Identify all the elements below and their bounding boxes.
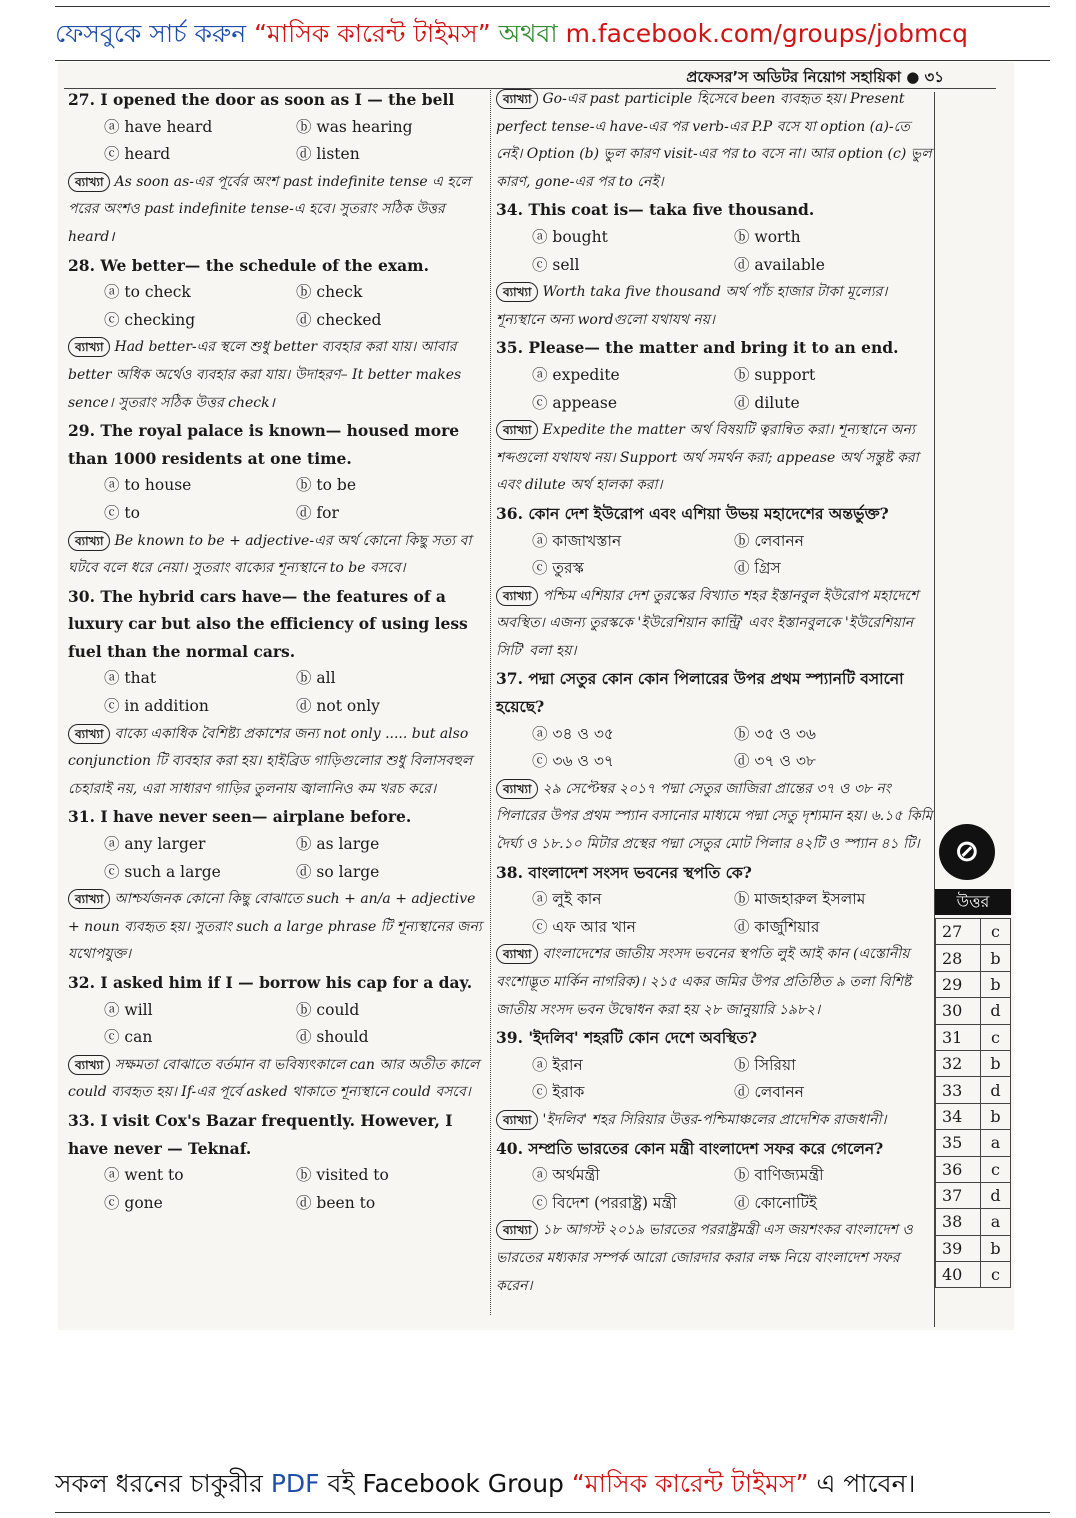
answer-row <box>936 1209 1011 1235</box>
option: ⓒ এফ আর খান <box>532 917 636 936</box>
column-divider <box>490 90 491 1315</box>
answer-key-heading: উত্তর <box>935 889 1011 915</box>
option: ⓒ in addition <box>104 697 209 716</box>
explanation <box>496 1107 936 1135</box>
explanation <box>68 721 488 804</box>
question-text: 29. The royal palace is known— housed more than 1000 residents at one time. <box>68 421 460 468</box>
answer-row <box>936 971 1011 997</box>
page-header: প্রফেসর’স অডিটর নিয়োগ সহায়িকা ● ৩১ <box>686 68 944 86</box>
answer-letter: d <box>981 1182 1011 1208</box>
explanation <box>68 334 488 417</box>
option: ⓑ support <box>734 365 816 384</box>
explanation-text: পশ্চিম এশিয়ার দেশ তুরস্কের বিখ্যাত শহর ইস্তানবুল ইউরোপ মহাদেশে অবস্থিত। এজন্য তুরস্ককে 'ইউরেশিয়ান কান্ট্রি' এবং ইস্তানবুলকে 'ইউরেশিয়ান সিটি' বলা হয়। <box>496 587 919 659</box>
footer-rule <box>55 1512 1050 1513</box>
option: ⓑ check <box>296 283 363 302</box>
answer-letter: c <box>981 1156 1011 1182</box>
explanation-tag: ব্যাখ্যা <box>496 89 538 109</box>
explanation-text: আশ্চর্যজনক কোনো কিছু বোঝাতে such + an/a + adjective + noun ব্যবহৃত হয়। সুতরাং such a large phrase টি শূন্যস্থানের জন্য যথোপযুক্ত। <box>68 891 482 963</box>
option: ⓐ any larger <box>104 835 206 854</box>
explanation <box>496 417 936 500</box>
answer-row <box>936 1024 1011 1050</box>
option: ⓐ to check <box>104 283 191 302</box>
explanation-tag: ব্যাখ্যা <box>496 420 538 440</box>
option: ⓐ ৩৪ ও ৩৫ <box>532 724 614 743</box>
option: ⓑ ৩৫ ও ৩৬ <box>734 724 816 743</box>
answer-number: 33 <box>936 1077 981 1103</box>
options-grid <box>496 528 936 583</box>
options-grid <box>68 665 488 720</box>
option: ⓒ heard <box>104 145 171 164</box>
option: ⓓ for <box>296 503 339 522</box>
answer-number: 30 <box>936 998 981 1024</box>
question-text: 39. 'ইদলিব' শহরটি কোন দেশে অবস্থিত? <box>496 1028 758 1048</box>
option: ⓒ gone <box>104 1193 163 1212</box>
banner-search-text: ফেসবুকে সার্চ করুন <box>55 19 247 48</box>
options-grid <box>68 831 488 886</box>
answer-row <box>936 1262 1011 1288</box>
question-block <box>496 665 936 858</box>
answer-number: 37 <box>936 1182 981 1208</box>
explanation-tag: ব্যাখ্যা <box>496 944 538 964</box>
options-grid <box>68 279 488 334</box>
options-grid <box>496 224 936 279</box>
answer-letter: b <box>981 945 1011 971</box>
options-grid <box>496 1052 936 1107</box>
answer-row <box>936 945 1011 971</box>
option: ⓐ অর্থমন্ত্রী <box>532 1166 600 1185</box>
option: ⓓ কার্জুশিয়ার <box>734 917 820 936</box>
top-banner <box>55 14 1045 57</box>
explanation-text: বাক্যে একাধিক বৈশিষ্ট্য প্রকাশের জন্য not only ..... but also conjunction টি ব্যবহার করা হয়। হাইব্রিড গাড়িগুলোর শুধু বিলাসবহুল চেহারাই নয়, এরা সাধারণ গাড়ির তুলনায় জ্বালানিও কম খরচ করে। <box>68 725 473 797</box>
explanation-tag: ব্যাখ্যা <box>68 724 110 744</box>
answer-letter: c <box>981 1024 1011 1050</box>
explanation <box>496 279 936 334</box>
option: ⓐ that <box>104 669 157 688</box>
explanation-tag: ব্যাখ্যা <box>68 1055 110 1075</box>
question-block <box>68 803 488 969</box>
answer-number: 34 <box>936 1103 981 1129</box>
option: ⓐ went to <box>104 1166 184 1185</box>
option: ⓒ ইরাক <box>532 1083 585 1102</box>
answer-number: 39 <box>936 1235 981 1261</box>
option: ⓓ dilute <box>734 393 800 412</box>
question-block <box>496 334 936 500</box>
question-block <box>496 1024 936 1134</box>
option: ⓓ listen <box>296 145 360 164</box>
option: ⓓ গ্রিস <box>734 559 781 578</box>
question-text: 28. We better— the schedule of the exam. <box>68 255 429 275</box>
answer-letter: d <box>981 998 1011 1024</box>
options-grid <box>496 886 936 941</box>
option: ⓑ worth <box>734 227 801 246</box>
option: ⓒ sell <box>532 255 580 274</box>
question-text: 30. The hybrid cars have— the features of a luxury car but also the efficiency of using less fuel than the normal cars. <box>68 586 468 661</box>
answer-number: 32 <box>936 1050 981 1076</box>
explanation <box>68 528 488 583</box>
explanation <box>68 886 488 969</box>
option: ⓒ তুরস্ক <box>532 559 584 578</box>
explanation <box>496 583 936 666</box>
options-grid <box>68 997 488 1052</box>
option: ⓑ লেবানন <box>734 531 804 550</box>
explanation-text: ২৯ সেপ্টেম্বর ২০১৭ পদ্মা সেতুর জাজিরা প্রান্তের ৩৭ ও ৩৮ নং পিলারের উপর প্রথম স্প্যান বসানোর মাধ্যমে পদ্মা সেতু দৃশ্যমান হয়। ৬.১৫ কিমি দৈর্ঘ্য ও ১৮.১০ মিটার প্রস্থের পদ্মা সেতুর মোট পিলার ৪২টি ও স্প্যান ৪১ টি। <box>496 780 933 853</box>
footer-text-2: বই Facebook Group <box>327 1469 564 1498</box>
banner-link[interactable]: m.facebook.com/groups/jobmcq <box>565 19 968 48</box>
options-grid <box>68 472 488 527</box>
question-block <box>496 500 936 666</box>
answer-letter: b <box>981 1103 1011 1129</box>
answer-letter: b <box>981 1235 1011 1261</box>
question-text: 31. I have never seen— airplane before. <box>68 807 412 827</box>
answer-row <box>936 1130 1011 1156</box>
option: ⓑ সিরিয়া <box>734 1055 796 1074</box>
question-block <box>496 1135 936 1301</box>
option: ⓐ expedite <box>532 365 620 384</box>
answer-row <box>936 1235 1011 1261</box>
explanation-tag: ব্যাখ্যা <box>496 282 538 302</box>
answer-letter: c <box>981 1262 1011 1288</box>
top-rule <box>55 6 1050 7</box>
footer-text-1: সকল ধরনের চাকুরীর <box>55 1469 263 1498</box>
answer-number: 29 <box>936 971 981 997</box>
answer-letter: b <box>981 1050 1011 1076</box>
question-text: 27. I opened the door as soon as I — the bell <box>68 90 455 109</box>
question-text: 34. This coat is— taka five thousand. <box>496 200 815 220</box>
option: ⓓ লেবানন <box>734 1083 804 1102</box>
option: ⓓ checked <box>296 310 382 329</box>
answer-number: 40 <box>936 1262 981 1288</box>
option: ⓓ ৩৭ ও ৩৮ <box>734 752 816 771</box>
explanation-text: Had better-এর স্থলে শুধু better ব্যবহার করা যায়। আবার better অধিক অর্থেও ব্যবহার করা যায়। উদাহরণ– It better makes sence। সুতরাং সঠিক উত্তর check। <box>68 339 462 411</box>
answer-number: 36 <box>936 1156 981 1182</box>
footer-pdf: PDF <box>270 1469 320 1498</box>
question-block <box>68 417 488 583</box>
answer-number: 31 <box>936 1024 981 1050</box>
option: ⓑ as large <box>296 835 380 854</box>
option: ⓒ ৩৬ ও ৩৭ <box>532 752 615 771</box>
option: ⓑ to be <box>296 476 357 495</box>
option: ⓓ should <box>296 1028 369 1047</box>
option: ⓓ available <box>734 255 825 274</box>
question-text: 36. কোন দেশ ইউরোপ এবং এশিয়া উভয় মহাদেশের অন্তর্ভুক্ত? <box>496 503 889 523</box>
explanation-text: বাংলাদেশের জাতীয় সংসদ ভবনের স্থপতি লুই আই কান (এস্তোনীয় বংশোদ্ভূত মার্কিন নাগরিক)। ২১৫ একর জমির উপর প্রতিষ্ঠিত ৯ তলা বিশিষ্ট জাতীয় সংসদ ভবন উদ্বোধন করা হয় ২৮ জানুয়ারি ১৯৮২। <box>496 946 912 1018</box>
question-block <box>68 86 488 252</box>
top-rule-lower <box>55 60 1050 61</box>
answer-row <box>936 919 1011 945</box>
explanation <box>496 86 936 196</box>
answer-letter: a <box>981 1209 1011 1235</box>
question-text: 32. I asked him if I — borrow his cap for a day. <box>68 973 473 992</box>
question-block <box>68 969 488 1107</box>
option: ⓒ such a large <box>104 862 221 881</box>
explanation-tag: ব্যাখ্যা <box>496 586 538 606</box>
answer-key-panel <box>934 92 1012 1327</box>
option: ⓑ মাজহারুল ইসলাম <box>734 890 866 909</box>
option: ⓓ been to <box>296 1193 376 1212</box>
option: ⓐ ইরান <box>532 1055 583 1074</box>
explanation <box>68 169 488 252</box>
answer-letter: a <box>981 1130 1011 1156</box>
explanation <box>496 1217 936 1300</box>
explanation-text: সক্ষমতা বোঝাতে বর্তমান বা ভবিষ্যৎকালে can আর অতীত কালে could ব্যবহৃত হয়। If-এর পূর্বে asked থাকাতে শূন্যস্থানে could বসবে। <box>68 1056 480 1101</box>
explanation <box>496 941 936 1024</box>
options-grid <box>496 721 936 776</box>
options-grid <box>496 362 936 417</box>
answer-number: 38 <box>936 1209 981 1235</box>
explanation-text: Go-এর past participle হিসেবে been ব্যবহৃত হয়। Present perfect tense-এ have-এর পর verb-এর P.P বসে যা option (a)-তে নেই। Option (b) ভুল কারণ visit-এর পর to বসে না। আর option (c) ভুল কারণ, gone-এর পর to নেই। <box>496 91 932 190</box>
banner-group-name: “মাসিক কারেন্ট টাইমস” <box>254 19 491 48</box>
question-block <box>496 196 936 334</box>
answer-number: 28 <box>936 945 981 971</box>
option: ⓐ to house <box>104 476 192 495</box>
footer <box>55 1464 1045 1507</box>
question-text: 35. Please— the matter and bring it to an end. <box>496 338 899 358</box>
answer-letter: b <box>981 971 1011 997</box>
answer-row <box>936 1182 1011 1208</box>
option: ⓒ to <box>104 503 140 522</box>
answer-row <box>936 1050 1011 1076</box>
option: ⓑ all <box>296 669 336 688</box>
explanation-tag: ব্যাখ্যা <box>496 1220 538 1240</box>
option: ⓐ কাজাখস্তান <box>532 531 622 550</box>
options-grid <box>496 1162 936 1217</box>
answer-row <box>936 998 1011 1024</box>
logo-icon: ⊘ <box>939 824 995 880</box>
explanation-text: Be known to be + adjective-এর অর্থ কোনো কিছু সত্য বা ঘটবে বলে ধরে নেয়া। সুতরাং বাক্যের শূন্যস্থানে to be বসবে। <box>68 532 472 577</box>
answer-key-table <box>935 918 1011 1288</box>
option: ⓑ could <box>296 1000 360 1019</box>
option: ⓓ not only <box>296 697 380 716</box>
question-text: 33. I visit Cox's Bazar frequently. However, I have never — Teknaf. <box>68 1110 453 1158</box>
answer-row <box>936 1077 1011 1103</box>
answer-row <box>936 1156 1011 1182</box>
question-block <box>496 859 936 1025</box>
question-block <box>68 252 488 418</box>
option: ⓑ was hearing <box>296 117 413 136</box>
answer-number: 27 <box>936 919 981 945</box>
explanation-tag: ব্যাখ্যা <box>68 337 110 357</box>
option: ⓐ লুই কান <box>532 890 602 909</box>
option: ⓐ will <box>104 1000 153 1019</box>
explanation-tag: ব্যাখ্যা <box>68 172 110 192</box>
option: ⓒ appease <box>532 393 618 412</box>
option: ⓓ so large <box>296 862 380 881</box>
explanation <box>496 776 936 859</box>
options-grid <box>68 114 488 169</box>
explanation-text: Worth taka five thousand অর্থ পাঁচ হাজার টাকা মূল্যের। শূন্যস্থানে অন্য wordগুলো যথাযথ নয়। <box>496 284 888 328</box>
banner-or-text: অথবা <box>498 19 558 48</box>
explanation-tag: ব্যাখ্যা <box>496 779 538 799</box>
option: ⓑ visited to <box>296 1166 389 1185</box>
question-block <box>68 583 488 804</box>
question-text: 40. সম্প্রতি ভারতের কোন মন্ত্রী বাংলাদেশ সফর করে গেলেন? <box>496 1138 884 1158</box>
left-column <box>68 86 488 1217</box>
option: ⓑ বাণিজ্যমন্ত্রী <box>734 1166 824 1185</box>
explanation-tag: ব্যাখ্যা <box>496 1110 538 1130</box>
question-text: 38. বাংলাদেশ সংসদ ভবনের স্থপতি কে? <box>496 862 752 882</box>
option: ⓒ বিদেশ (পররাষ্ট্র) মন্ত্রী <box>532 1193 677 1212</box>
option: ⓒ checking <box>104 310 196 329</box>
explanation-text: As soon as-এর পূর্বের অংশ past indefinite tense এ হলে পরের অংশও past indefinite tense-এ হবে। সুতরাং সঠিক উত্তর heard। <box>68 173 471 245</box>
explanation-tag: ব্যাখ্যা <box>68 531 110 551</box>
option: ⓒ can <box>104 1028 153 1047</box>
explanation-tag: ব্যাখ্যা <box>68 889 110 909</box>
scanned-page <box>58 62 1014 1330</box>
answer-row <box>936 1103 1011 1129</box>
answer-number: 35 <box>936 1130 981 1156</box>
answer-letter: c <box>981 919 1011 945</box>
option: ⓐ have heard <box>104 117 213 136</box>
explanation-text: 'ইদলিব' শহর সিরিয়ার উত্তর-পশ্চিমাঞ্চলের প্রাদেশিক রাজধানী। <box>542 1111 887 1128</box>
explanation-text: ১৮ আগস্ট ২০১৯ ভারতের পররাষ্ট্রমন্ত্রী এস জয়শংকর বাংলাদেশ ও ভারতের মধ্যকার সম্পর্ক আরো জোরদার করার লক্ষ নিয়ে বাংলাদেশ সফর করেন। <box>496 1222 913 1294</box>
footer-group-name: “মাসিক কারেন্ট টাইমস” <box>571 1469 809 1498</box>
explanation-text: Expedite the matter অর্থ বিষয়টি ত্বরান্বিত করা। শূন্যস্থানে অন্য শব্দগুলো যথাযথ নয়। Support অর্থ সমর্থন করা; appease অর্থ সন্তুষ্ট করা এবং dilute অর্থ হালকা করা। <box>496 422 919 494</box>
options-grid <box>68 1162 488 1217</box>
option: ⓓ কোনোটিই <box>734 1193 817 1212</box>
option: ⓐ bought <box>532 227 608 246</box>
explanation <box>68 1052 488 1107</box>
question-block <box>496 86 936 196</box>
question-text: 37. পদ্মা সেতুর কোন কোন পিলারের উপর প্রথম স্প্যানটি বসানো হয়েছে? <box>496 669 904 717</box>
footer-text-3: এ পাবেন। <box>816 1469 916 1498</box>
right-column <box>496 86 936 1300</box>
answer-letter: d <box>981 1077 1011 1103</box>
question-block <box>68 1107 488 1217</box>
